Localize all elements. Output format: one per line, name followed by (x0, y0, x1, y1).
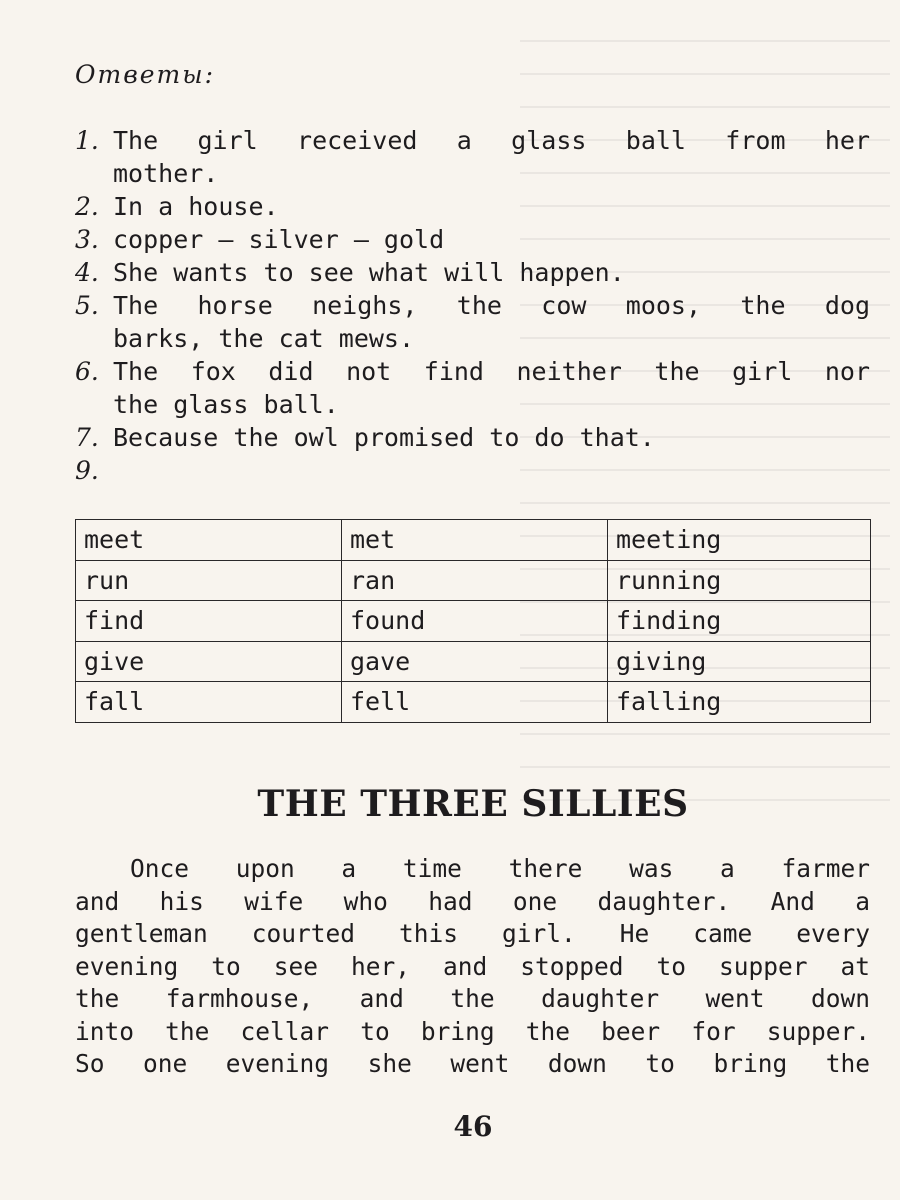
answer-item (75, 124, 870, 190)
table-cell: ran (342, 560, 608, 601)
table-cell: falling (608, 682, 871, 723)
answer-number: 3. (75, 225, 99, 254)
answer-line: In a house. (113, 192, 279, 221)
story-line: So one evening she went down to bring the (75, 1049, 870, 1078)
table-cell: met (342, 520, 608, 561)
table-row (76, 682, 871, 723)
answer-line: She wants to see what will happen. (113, 258, 625, 287)
answer-line: The fox did not find neither the girl nor (113, 357, 870, 386)
answer-line: mother. (113, 159, 219, 188)
story-title: THE THREE SILLIES (257, 783, 689, 825)
answer-line: The girl received a glass ball from her (113, 126, 870, 155)
table-row (76, 560, 871, 601)
table-number: 9. (75, 456, 99, 485)
story-line: the farmhouse, and the daughter went down (75, 984, 870, 1013)
answer-item (75, 190, 870, 223)
answer-number: 2. (75, 192, 99, 221)
answer-line: Because the owl promised to do that. (113, 423, 655, 452)
answer-line: barks, the cat mews. (113, 324, 415, 353)
story-line: evening to see her, and stopped to supper at (75, 951, 870, 981)
table-cell: running (608, 560, 871, 601)
table-cell: run (76, 560, 342, 601)
table-row (76, 601, 871, 642)
table-cell: give (76, 641, 342, 682)
answer-line: The horse neighs, the cow moos, the dog (113, 291, 870, 320)
table-cell: fall (76, 682, 342, 723)
verb-forms-table (75, 519, 871, 723)
answer-item (75, 289, 870, 355)
table-cell: meeting (608, 520, 871, 561)
table-cell: gave (342, 641, 608, 682)
story-text (75, 853, 870, 1081)
answer-number: 7. (75, 423, 99, 452)
story-line: gentleman courted this girl. He came every (75, 919, 870, 948)
story-line: Once upon a time there was a farmer (130, 854, 870, 883)
table-row (76, 641, 871, 682)
answer-item (75, 256, 870, 289)
answer-number: 1. (75, 126, 99, 155)
answers-heading: Ответы: (75, 60, 216, 89)
answers-list (75, 124, 870, 454)
answer-item (75, 355, 870, 421)
answer-line: the glass ball. (113, 390, 339, 419)
answer-number: 4. (75, 258, 99, 287)
table-cell: giving (608, 641, 871, 682)
table-cell: find (76, 601, 342, 642)
answer-number: 6. (75, 357, 99, 386)
table-cell: found (342, 601, 608, 642)
story-line: and his wife who had one daughter. And a (75, 886, 870, 916)
table-row (76, 520, 871, 561)
answer-number: 5. (75, 291, 99, 320)
answer-item (75, 421, 870, 454)
answer-item (75, 223, 870, 256)
page-number: 46 (453, 1110, 493, 1143)
answer-line: copper — silver — gold (113, 225, 445, 254)
story-line: into the cellar to bring the beer for supper. (75, 1016, 870, 1046)
table-cell: finding (608, 601, 871, 642)
table-cell: meet (76, 520, 342, 561)
table-cell: fell (342, 682, 608, 723)
